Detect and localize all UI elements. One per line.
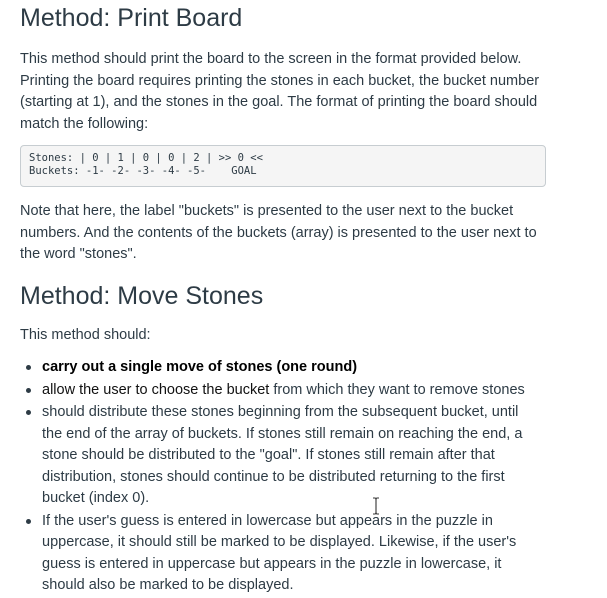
bullet-icon: [26, 365, 31, 370]
move-stones-intro: This method should:: [20, 327, 151, 343]
print-board-note: Note that here, the label "buckets" is presented to the user next to the bucket numbers. And the contents of the buckets (array) is presented to the user next to the word "stones".: [20, 203, 537, 262]
list-item: [42, 402, 542, 510]
list-item-text: If the user's guess is entered in lowercase but appears in the puzzle in uppercase, it should still be marked to be displayed. Likewise, if the user's guess is entered in uppercase but appears in the puzzle in lowercase, it should also be marked to be displayed.: [42, 512, 517, 593]
list-item: [42, 511, 542, 597]
heading-move-stones: Method: Move Stones: [20, 282, 264, 310]
bullet-icon: [26, 519, 31, 524]
list-item-bold-text: carry out a single move of stones (one round): [42, 359, 358, 375]
print-board-intro: This method should print the board to the screen in the format provided below. Printing the board requires printing the stones in each bucket, the bucket number (starting at 1), and the stones in the goal. The format of printing the board should match the following:: [20, 51, 540, 132]
move-stones-list: [20, 357, 542, 598]
bullet-icon: [26, 410, 31, 415]
list-item-text: should distribute these stones beginning from the subsequent bucket, until the end of the array of buckets. If stones still remain on reaching the end, a stone should be distributed to the "goal". If stones still remain after that distribution, stones should continue to be distributed returning to the first bucket (index 0).: [42, 404, 523, 506]
code-line-stones: Stones: | 0 | 1 | 0 | 0 | 2 | >> 0 <<: [29, 152, 263, 164]
heading-print-board: Method: Print Board: [20, 4, 243, 32]
text-cursor-icon: [371, 497, 381, 515]
list-item: [42, 380, 542, 402]
bullet-icon: [26, 388, 31, 393]
list-item-dark-text: allow the user to choose the bucket: [42, 381, 270, 398]
code-line-buckets: Buckets: -1- -2- -3- -4- -5- GOAL: [29, 165, 257, 177]
list-item: [42, 357, 542, 379]
code-block: [20, 145, 546, 187]
list-item-rest-text: from which they want to remove stones: [269, 381, 525, 398]
